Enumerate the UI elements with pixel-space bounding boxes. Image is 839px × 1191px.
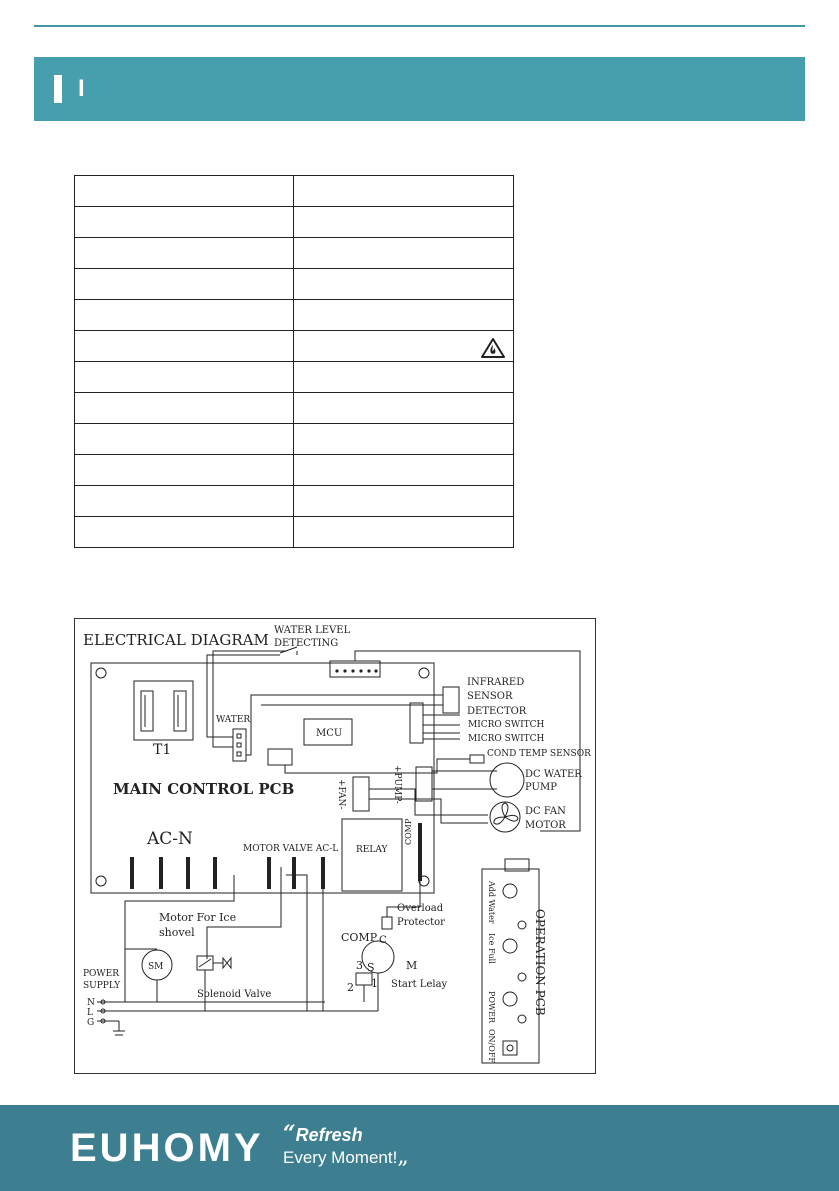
g-label: G — [87, 1018, 95, 1028]
add-water-label: Add Water — [487, 881, 496, 924]
solenoid-valve-icon — [197, 956, 231, 970]
spec-label-cell — [75, 455, 294, 486]
spec-value-cell — [294, 362, 514, 393]
relay-block — [342, 819, 402, 891]
table-row — [75, 486, 514, 517]
footer-band — [0, 1105, 839, 1191]
table-row — [75, 269, 514, 300]
water-pump-label-2: PUMP — [525, 782, 557, 793]
comp-vertical-label: COMP — [404, 818, 413, 845]
slogan — [283, 1123, 409, 1169]
table-row — [75, 393, 514, 424]
table-row — [75, 517, 514, 548]
overload-protector — [382, 917, 392, 929]
solenoid-valve-label: Solenoid Valve — [197, 989, 272, 1000]
num-3-label: 3 — [356, 959, 363, 972]
dc-fan-label-1: DC FAN — [525, 806, 566, 817]
dc-water-pump — [490, 763, 524, 797]
table-row — [75, 300, 514, 331]
banner-accent-bar — [54, 75, 62, 103]
pump-label: +PUMP- — [392, 765, 402, 804]
t1-label: T1 — [153, 742, 172, 758]
spec-value-cell — [294, 517, 514, 548]
cond-temp-label: COND TEMP SENSOR — [487, 749, 591, 759]
motor-ice-label-2: shovel — [159, 926, 195, 939]
spec-value-cell — [294, 269, 514, 300]
relay-label: RELAY — [356, 845, 388, 855]
fan-label: +FAN- — [336, 779, 346, 810]
spec-value-cell — [294, 207, 514, 238]
ice-full-indicator — [503, 939, 517, 953]
spec-label-cell — [75, 331, 294, 362]
spec-value-cell — [294, 393, 514, 424]
s-label: S — [367, 961, 375, 974]
table-row — [75, 455, 514, 486]
electrical-diagram — [74, 618, 596, 1074]
spec-label-cell — [75, 176, 294, 207]
spec-label-cell — [75, 207, 294, 238]
micro-switch-label-1: MICRO SWITCH — [468, 720, 545, 730]
spec-value-cell — [294, 300, 514, 331]
infrared-label-3: DETECTOR — [467, 706, 527, 717]
transformer-t1 — [134, 681, 193, 740]
slogan-line-2: Every Moment! — [283, 1148, 398, 1167]
ice-full-label: Ice Full — [487, 933, 496, 964]
power-label: POWER — [487, 991, 496, 1024]
operation-pcb-label: OPERATION PCB — [533, 909, 547, 1016]
spec-value-cell — [294, 455, 514, 486]
add-water-indicator — [503, 884, 517, 898]
mcu-label: MCU — [316, 728, 343, 739]
n-label: N — [87, 998, 95, 1008]
dc-fan-label-2: MOTOR — [525, 820, 566, 831]
spec-label-cell — [75, 424, 294, 455]
power-indicator — [503, 992, 517, 1006]
water-pump-label-1: DC WATER — [525, 769, 582, 780]
on-off-button — [503, 1041, 517, 1055]
table-row — [75, 207, 514, 238]
sm-label: SM — [148, 962, 164, 972]
table-row — [75, 238, 514, 269]
water-label: WATER — [216, 715, 251, 725]
overload-label-1: Overload — [397, 903, 444, 914]
top-rule — [34, 25, 805, 27]
open-quote: “ — [283, 1121, 296, 1147]
water-level-label-2: DETECTING — [274, 638, 339, 649]
spec-label-cell — [75, 238, 294, 269]
infrared-label-1: INFRARED — [467, 677, 525, 688]
infrared-label-2: SENSOR — [467, 691, 513, 702]
spec-label-cell — [75, 362, 294, 393]
specification-table — [74, 175, 514, 548]
num-1-label: 1 — [371, 977, 378, 990]
start-lelay-label: Start Lelay — [391, 979, 448, 990]
brand-logo: EUHOMY — [70, 1126, 264, 1170]
spec-value-cell — [294, 424, 514, 455]
power-supply-label-2: SUPPLY — [83, 981, 121, 991]
table-row — [75, 362, 514, 393]
section-title: I — [78, 75, 85, 102]
table-row — [75, 331, 514, 362]
spec-value-cell — [294, 238, 514, 269]
spec-label-cell — [75, 486, 294, 517]
power-supply-label-1: POWER — [83, 969, 120, 979]
motor-valve-acl-label: MOTOR VALVE AC-L — [243, 844, 339, 854]
overload-label-2: Protector — [397, 917, 445, 928]
spec-label-cell — [75, 269, 294, 300]
dc-fan-motor-icon — [490, 802, 520, 832]
section-banner — [34, 57, 805, 121]
spec-label-cell — [75, 517, 294, 548]
motor-ice-label-1: Motor For Ice — [159, 911, 237, 924]
ac-n-label: AC-N — [147, 829, 193, 849]
water-level-label-1: WATER LEVEL — [274, 625, 351, 636]
flammable-warning-icon — [481, 337, 505, 358]
num-2-label: 2 — [347, 981, 354, 994]
close-quote: „ — [397, 1144, 409, 1169]
main-control-pcb-board — [91, 663, 434, 893]
spec-label-cell — [75, 300, 294, 331]
l-label: L — [87, 1008, 93, 1018]
main-control-pcb-label: MAIN CONTROL PCB — [113, 780, 295, 798]
on-off-label: ON/OFF — [487, 1029, 496, 1063]
c-label: C — [379, 935, 387, 946]
comp-label: COMP — [341, 931, 378, 944]
table-row — [75, 424, 514, 455]
table-row — [75, 176, 514, 207]
diagram-title: ELECTRICAL DIAGRAM — [83, 631, 269, 649]
m-label: M — [406, 959, 418, 972]
slogan-line-1: Refresh — [295, 1125, 363, 1145]
spec-value-cell — [294, 331, 514, 362]
spec-value-cell — [294, 176, 514, 207]
spec-label-cell — [75, 393, 294, 424]
spec-value-cell — [294, 486, 514, 517]
micro-switch-label-2: MICRO SWITCH — [468, 734, 545, 744]
